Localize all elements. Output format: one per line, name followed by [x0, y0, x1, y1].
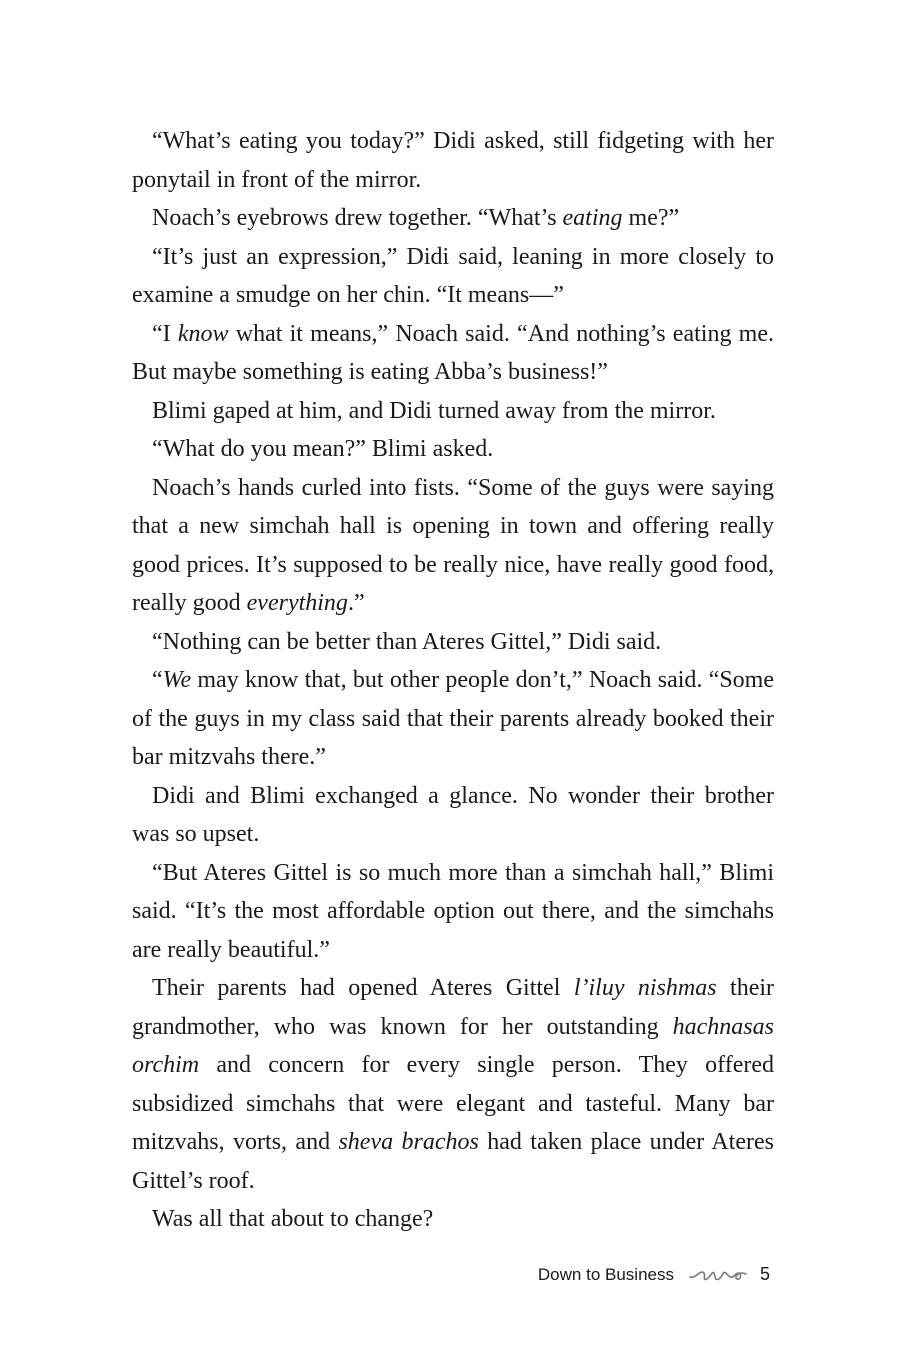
paragraph	[132, 122, 774, 199]
text-run: Noach’s hands curled into fists. “Some of the guys were saying that a new simchah hall is opening in town and offering really good prices. It’s supposed to be really nice, have really good food, really good	[132, 474, 774, 616]
paragraph	[132, 430, 774, 469]
italic-text: sheva brachos	[338, 1129, 479, 1155]
text-run: “What’s eating you today?” Didi asked, still fidgeting with her ponytail in front of the mirror.	[132, 128, 774, 193]
text-run: may know that, but other people don’t,” Noach said. “Some of the guys in my class said that their parents already booked their bar mitzvahs there.”	[132, 667, 774, 770]
text-run: “What do you mean?” Blimi asked.	[152, 436, 494, 462]
text-run: “	[152, 667, 163, 693]
paragraph	[132, 661, 774, 777]
swirl-ornament-icon	[688, 1265, 748, 1285]
italic-text: eating	[562, 205, 623, 231]
text-run: “I	[152, 320, 178, 347]
text-run: Blimi gaped at him, and Didi turned away from the mirror.	[152, 397, 716, 424]
italic-text: l’iluy nishmas	[573, 975, 717, 1001]
page-footer	[538, 1264, 770, 1285]
paragraph	[132, 392, 774, 431]
text-run: Didi and Blimi exchanged a glance. No wonder their brother was so upset.	[132, 782, 774, 847]
paragraph	[132, 854, 774, 970]
paragraph	[132, 199, 774, 238]
paragraph	[132, 238, 774, 315]
text-run: and concern for every single person. They offered subsidized simchahs that were elegant and tasteful. Many bar mitzvahs, vorts, and	[132, 1052, 774, 1155]
text-run: “It’s just an expression,” Didi said, leaning in more closely to examine a smudge on her chin. “It means—”	[132, 243, 774, 308]
text-run: had taken place under Ateres Gittel’s roof.	[132, 1129, 774, 1194]
italic-text: We	[162, 667, 192, 693]
text-run: what it means,” Noach said. “And nothing’s eating me. But maybe something is eating Abba’s business!”	[132, 320, 774, 385]
italic-text: hachnasas orchim	[132, 1013, 774, 1078]
paragraph	[132, 1200, 774, 1239]
text-run: Their parents had opened Ateres Gittel	[152, 975, 574, 1001]
italic-text: everything	[246, 590, 348, 616]
text-run: “Nothing can be better than Ateres Gittel,” Didi said.	[152, 628, 662, 655]
paragraph	[132, 469, 774, 623]
body-text	[132, 122, 774, 1239]
text-run: “But Ateres Gittel is so much more than a simchah hall,” Blimi said. “It’s the most affordable option out there, and the simchahs are really beautiful.”	[132, 859, 774, 963]
page-number: 5	[759, 1264, 770, 1284]
paragraph	[132, 623, 774, 662]
text-run: me?”	[622, 205, 680, 231]
paragraph	[132, 315, 774, 392]
text-run: Was all that about to change?	[152, 1206, 434, 1232]
paragraph	[132, 777, 774, 854]
italic-text: know	[177, 320, 229, 347]
text-run: their grandmother, who was known for her outstanding	[132, 975, 775, 1040]
text-run: Noach’s eyebrows drew together. “What’s	[152, 205, 563, 231]
running-title: Down to Business	[537, 1264, 674, 1284]
text-run: .”	[347, 590, 365, 616]
paragraph	[132, 969, 774, 1200]
